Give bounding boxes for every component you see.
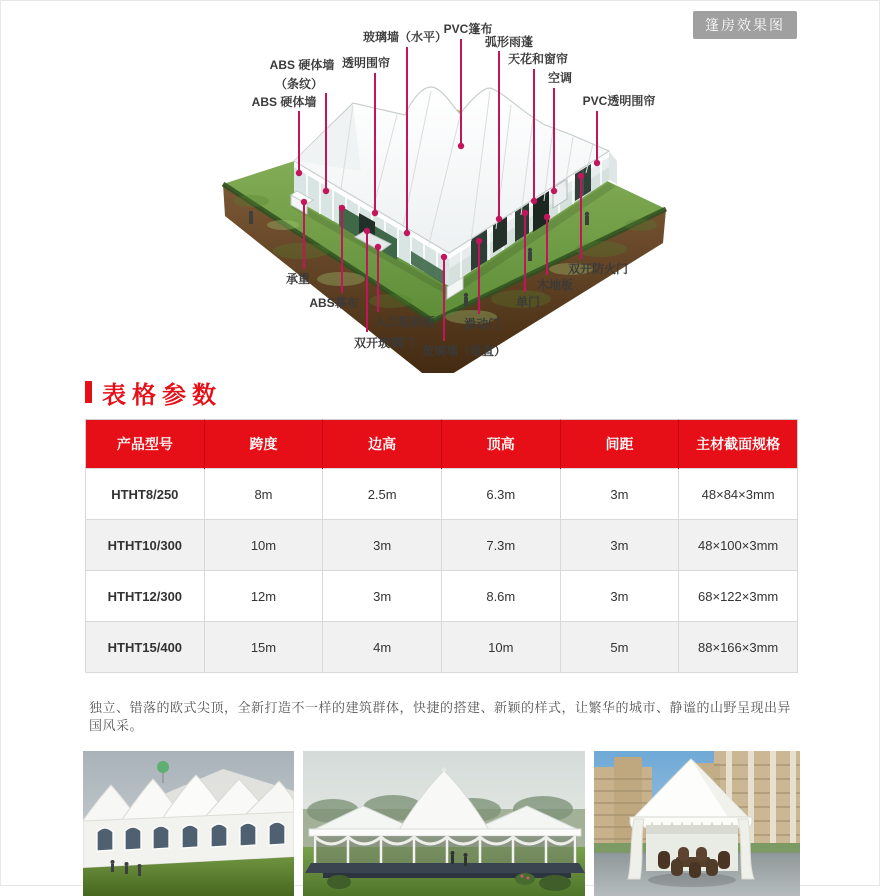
cell-profile-spec: 48×100×3mm bbox=[679, 520, 798, 571]
heading-accent-bar bbox=[85, 381, 92, 403]
table-row bbox=[86, 571, 798, 622]
cell-span: 15m bbox=[204, 622, 323, 673]
cell-ridge-height: 8.6m bbox=[441, 571, 560, 622]
cell-span: 10m bbox=[204, 520, 323, 571]
tent-diagram-section bbox=[1, 1, 880, 373]
callout-ceiling-and-curtain: 天花和窗帘 bbox=[507, 52, 569, 66]
cell-span: 12m bbox=[204, 571, 323, 622]
cell-side-height: 2.5m bbox=[323, 469, 442, 520]
callout-single-door: 单门 bbox=[515, 295, 541, 309]
section-heading bbox=[85, 379, 879, 409]
cell-profile-spec: 48×84×3mm bbox=[679, 469, 798, 520]
col-header-side-height: 边高 bbox=[323, 420, 442, 469]
callout-abs-hard-wall: ABS 硬体墙 bbox=[251, 95, 317, 109]
cell-model: HTHT12/300 bbox=[86, 571, 205, 622]
col-header-profile-spec: 主材截面规格 bbox=[679, 420, 798, 469]
cell-bay-distance: 3m bbox=[560, 571, 679, 622]
callout-arc-canopy: 弧形雨蓬 bbox=[484, 35, 534, 49]
cell-side-height: 4m bbox=[323, 622, 442, 673]
cell-profile-spec: 88×166×3mm bbox=[679, 622, 798, 673]
tent-diagram bbox=[1, 1, 880, 373]
col-header-model: 产品型号 bbox=[86, 420, 205, 469]
effect-badge: 篷房效果图 bbox=[693, 11, 797, 39]
table-row bbox=[86, 622, 798, 673]
cell-span: 8m bbox=[204, 469, 323, 520]
cell-side-height: 3m bbox=[323, 520, 442, 571]
photo-single-pagoda-tent bbox=[594, 751, 800, 896]
cell-model: HTHT15/400 bbox=[86, 622, 205, 673]
photo-high-peak-marquee bbox=[303, 751, 585, 896]
callout-abs-hard-wall-striped: ABS 硬体墙 bbox=[269, 58, 335, 72]
callout-abs-hard-wall-striped-2: （条纹） bbox=[274, 77, 324, 91]
callout-abs-curtain: ABS幕布 bbox=[309, 296, 359, 310]
section-title: 表格参数 bbox=[102, 381, 222, 409]
cell-ridge-height: 6.3m bbox=[441, 469, 560, 520]
table-header-row bbox=[86, 420, 798, 469]
cell-model: HTHT8/250 bbox=[86, 469, 205, 520]
callout-glass-wall-vertical: 玻璃墙（垂直） bbox=[421, 344, 507, 358]
cell-model: HTHT10/300 bbox=[86, 520, 205, 571]
callout-sliding-door: 滑动门 bbox=[463, 317, 501, 331]
table-row bbox=[86, 520, 798, 571]
callout-air-conditioner: 空调 bbox=[547, 71, 573, 85]
cell-bay-distance: 3m bbox=[560, 520, 679, 571]
callout-load-bearing: 承重 bbox=[285, 272, 311, 286]
callout-transparent-curtain: 透明围帘 bbox=[341, 56, 391, 70]
callout-glass-wall-horizontal: 玻璃墙（水平） bbox=[362, 30, 448, 44]
col-header-span: 跨度 bbox=[204, 420, 323, 469]
callout-wood-floor: 木地板 bbox=[536, 278, 574, 292]
callout-double-glass-door: 双开玻璃门 bbox=[353, 336, 415, 350]
cell-ridge-height: 10m bbox=[441, 622, 560, 673]
balloon bbox=[157, 761, 169, 773]
cell-profile-spec: 68×122×3mm bbox=[679, 571, 798, 622]
col-header-bay-distance: 间距 bbox=[560, 420, 679, 469]
photo-strip bbox=[83, 751, 879, 896]
cell-bay-distance: 5m bbox=[560, 622, 679, 673]
description-text: 独立、错落的欧式尖顶，全新打造不一样的建筑群体，快捷的搭建、新颖的样式，让繁华的城市、静谧的山野呈现出异国风采。 bbox=[89, 700, 792, 733]
cell-ridge-height: 7.3m bbox=[441, 520, 560, 571]
col-header-ridge-height: 顶高 bbox=[441, 420, 560, 469]
photo-pagoda-tent-row bbox=[83, 751, 294, 896]
cell-bay-distance: 3m bbox=[560, 469, 679, 520]
table-row bbox=[86, 469, 798, 520]
callout-pvc-transparent-curtain: PVC透明围帘 bbox=[582, 94, 656, 108]
callout-double-fire-door: 双开防火门 bbox=[567, 262, 629, 276]
callout-pvc-tarpaulin: PVC篷布 bbox=[443, 22, 493, 36]
callout-entrance-ramp: 入口铝斜板 bbox=[374, 315, 436, 329]
spec-table bbox=[85, 419, 798, 673]
cell-side-height: 3m bbox=[323, 571, 442, 622]
